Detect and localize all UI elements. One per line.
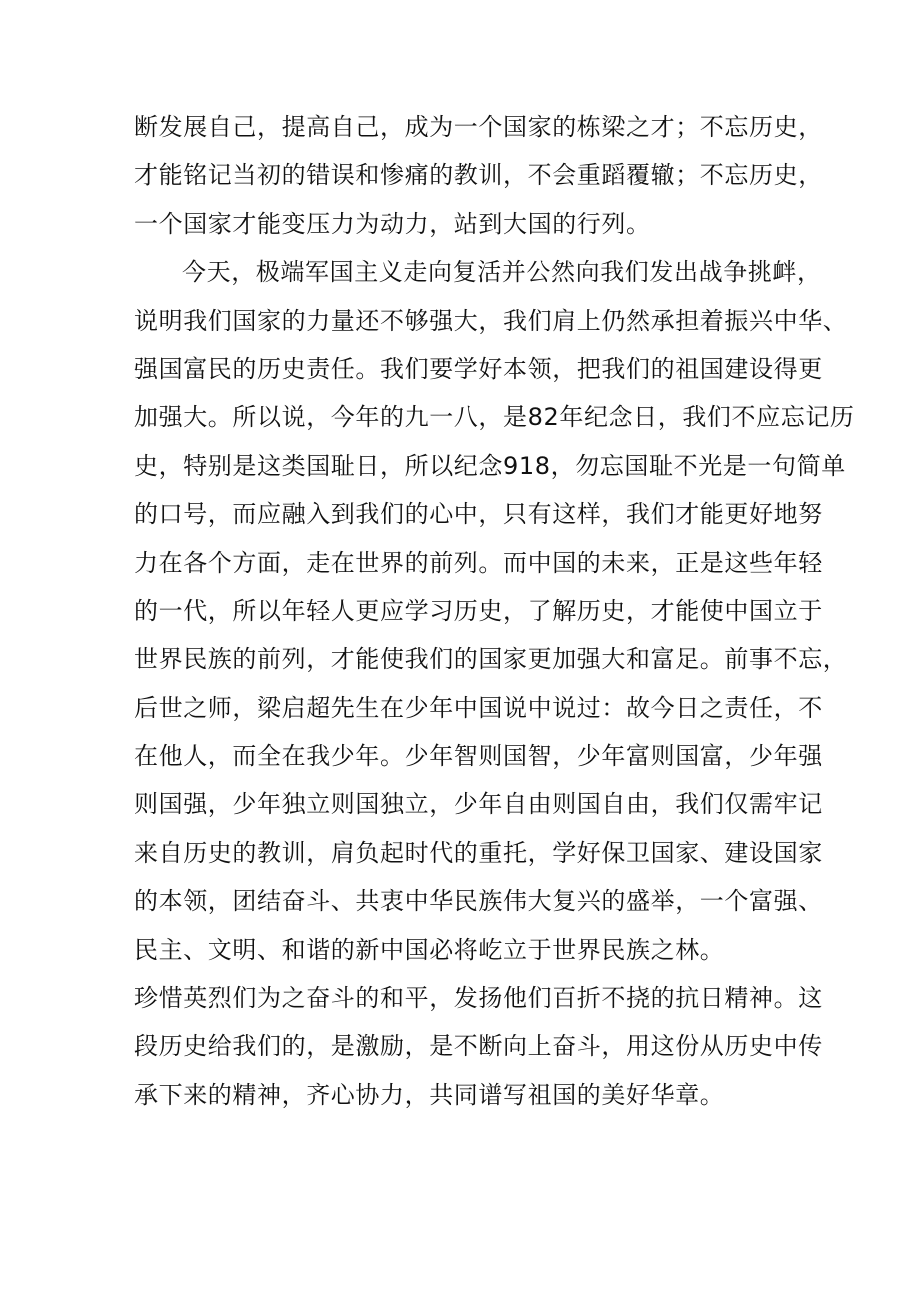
text-line: 在他人，而全在我少年。少年智则国智，少年富则国富，少年强	[134, 742, 823, 771]
text-line: 力在各个方面，走在世界的前列。而中国的未来，正是这些年轻	[134, 548, 823, 577]
text-line: 一个国家才能变压力为动力，站到大国的行列。	[134, 209, 651, 238]
text-line: 的口号，而应融入到我们的心中，只有这样，我们才能更好地努	[134, 500, 823, 529]
text-line: 承下来的精神，齐心协力，共同谱写祖国的美好华章。	[134, 1080, 725, 1109]
text-line: 加强大。所以说，今年的九一八，是82年纪念日，我们不应忘记历	[134, 403, 855, 432]
text-line: 的一代，所以年轻人更应学习历史，了解历史，才能使中国立于	[134, 596, 823, 625]
text-line: 断发展自己，提高自己，成为一个国家的栋梁之才；不忘历史，	[134, 113, 823, 141]
text-line: 段历史给我们的，是激励，是不断向上奋斗，用这份从历史中传	[134, 1032, 823, 1061]
body-text	[134, 103, 855, 1119]
text-line: 强国富民的历史责任。我们要学好本领，把我们的祖国建设得更	[134, 354, 823, 383]
text-line: 珍惜英烈们为之奋斗的和平，发扬他们百折不挠的抗日精神。这	[134, 984, 823, 1013]
text-line: 世界民族的前列，才能使我们的国家更加强大和富足。前事不忘，	[134, 645, 848, 674]
text-line: 民主、文明、和谐的新中国必将屹立于世界民族之林。	[134, 935, 725, 964]
text-line: 才能铭记当初的错误和惨痛的教训，不会重蹈覆辙；不忘历史，	[134, 161, 823, 190]
text-line: 的本领，团结奋斗、共衷中华民族伟大复兴的盛举，一个富强、	[134, 887, 823, 916]
text-line: 来自历史的教训，肩负起时代的重托，学好保卫国家、建设国家	[134, 838, 823, 867]
text-line: 史，特别是这类国耻日，所以纪念918，勿忘国耻不光是一句简单	[134, 451, 846, 480]
text-line: 后世之师，梁启超先生在少年中国说中说过：故今日之责任，不	[134, 693, 823, 722]
text-line: 说明我们国家的力量还不够强大，我们肩上仍然承担着振兴中华、	[134, 306, 848, 335]
paragraph-first-line: 今天，极端军国主义走向复活并公然向我们发出战争挑衅，	[182, 258, 822, 287]
text-line: 则国强，少年独立则国独立，少年自由则国自由，我们仅需牢记	[134, 790, 823, 819]
